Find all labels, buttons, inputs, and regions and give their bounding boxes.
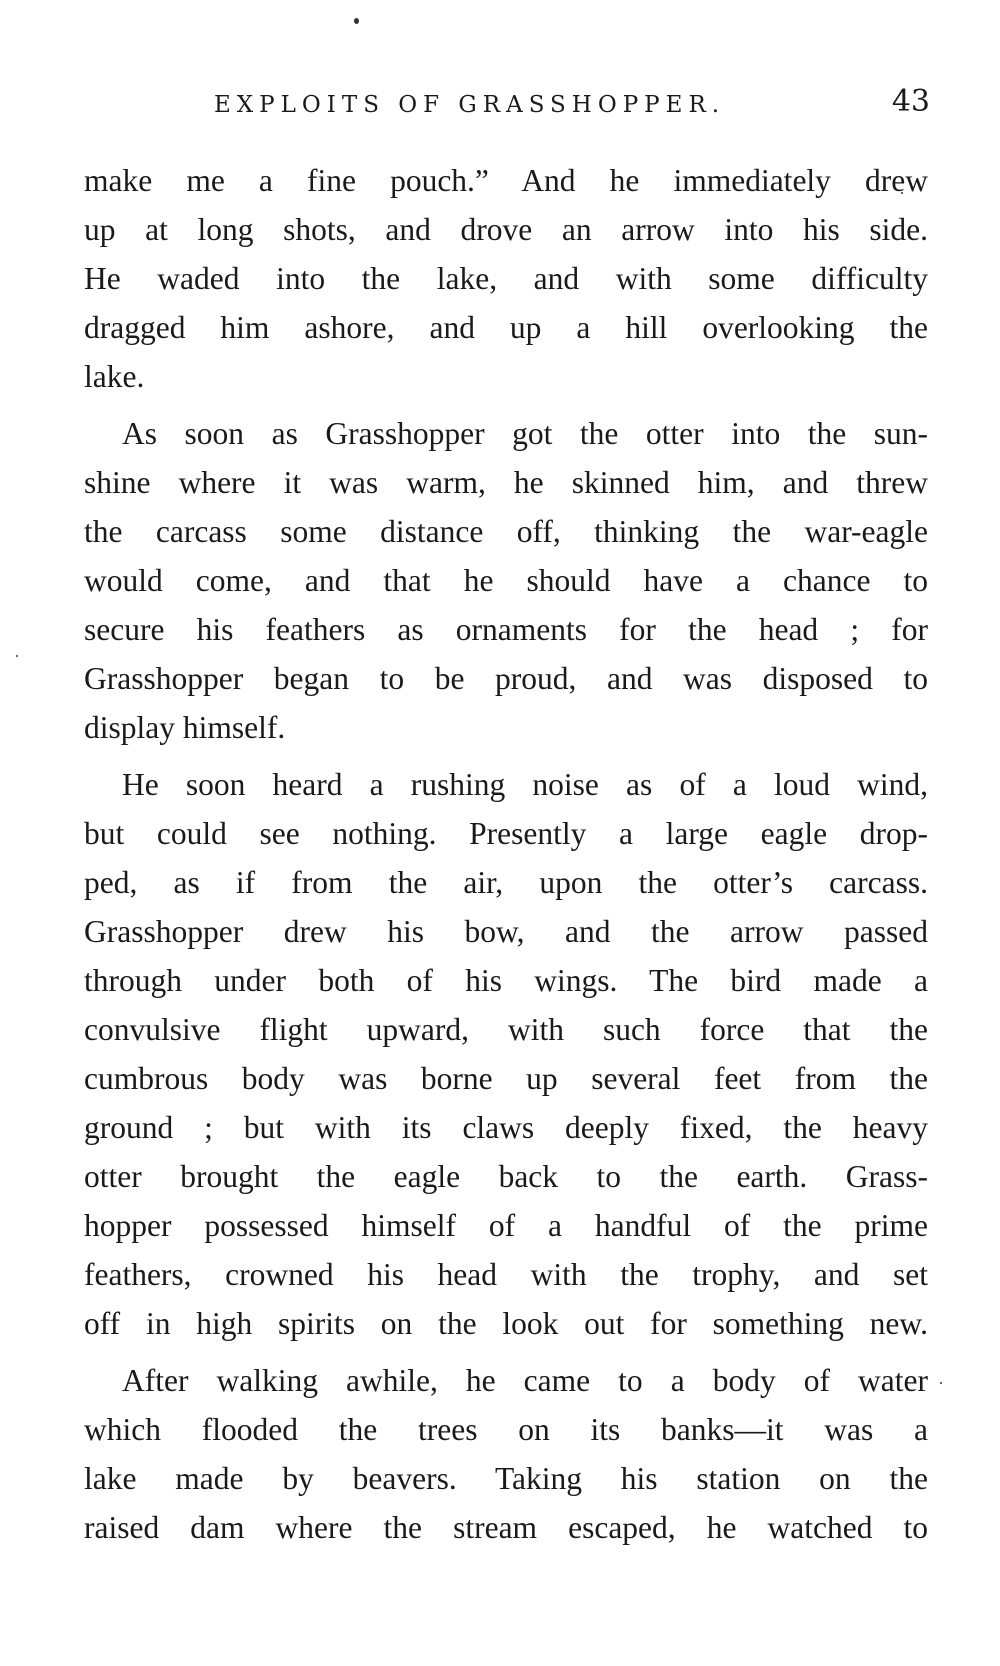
text-line: cumbrous body was borne up several feet from the <box>84 1061 928 1096</box>
text-line: As soon as Grasshopper got the otter into the sun- <box>122 416 928 451</box>
text-line: hopper possessed himself of a handful of the prime <box>84 1208 928 1243</box>
text-line: off in high spirits on the look out for something new. <box>84 1306 928 1341</box>
text-line: He waded into the lake, and with some difficulty <box>84 261 928 296</box>
text-line: Grasshopper began to be proud, and was disposed to <box>84 661 928 696</box>
text-line: ped, as if from the air, upon the otter’s carcass. <box>84 865 928 900</box>
paragraph <box>84 1356 928 1552</box>
text-line: otter brought the eagle back to the earth. Grass- <box>84 1159 928 1194</box>
text-line: but could see nothing. Presently a large eagle drop- <box>84 816 928 851</box>
text-line: dragged him ashore, and up a hill overlooking the <box>84 310 928 345</box>
text-line: He soon heard a rushing noise as of a loud wind, <box>122 767 928 802</box>
text-line: up at long shots, and drove an arrow into his side. <box>84 212 928 247</box>
text-line: through under both of his wings. The bird made a <box>84 963 928 998</box>
paragraph <box>84 156 928 401</box>
text-line: the carcass some distance off, thinking the war-eagle <box>84 514 928 549</box>
text-line: make me a fine pouch.” And he immediately drew <box>84 163 928 198</box>
text-line: convulsive flight upward, with such force that the <box>84 1012 928 1047</box>
print-speck <box>16 655 18 657</box>
text-line: lake. <box>84 359 145 394</box>
text-line: After walking awhile, he came to a body of water <box>122 1363 928 1398</box>
print-speck <box>354 18 359 24</box>
text-line: shine where it was warm, he skinned him, and threw <box>84 465 928 500</box>
paragraph <box>84 760 928 1348</box>
text-line: secure his feathers as ornaments for the head ; for <box>84 612 928 647</box>
text-line: display himself. <box>84 710 286 745</box>
page-header <box>84 84 930 124</box>
text-line: which flooded the trees on its banks—it was a <box>84 1412 928 1447</box>
page-number: 43 <box>891 84 930 119</box>
text-line: ground ; but with its claws deeply fixed, the heavy <box>84 1110 928 1145</box>
text-line: lake made by beavers. Taking his station on the <box>84 1461 928 1496</box>
print-speck <box>940 1382 942 1384</box>
text-line: feathers, crowned his head with the trophy, and set <box>84 1257 928 1292</box>
running-head: EXPLOITS OF GRASSHOPPER. <box>214 92 726 118</box>
text-line: Grasshopper drew his bow, and the arrow passed <box>84 914 928 949</box>
paragraph <box>84 409 928 752</box>
body-text <box>84 156 928 1552</box>
text-line: raised dam where the stream escaped, he watched to <box>84 1510 928 1545</box>
text-line: would come, and that he should have a chance to <box>84 563 928 598</box>
